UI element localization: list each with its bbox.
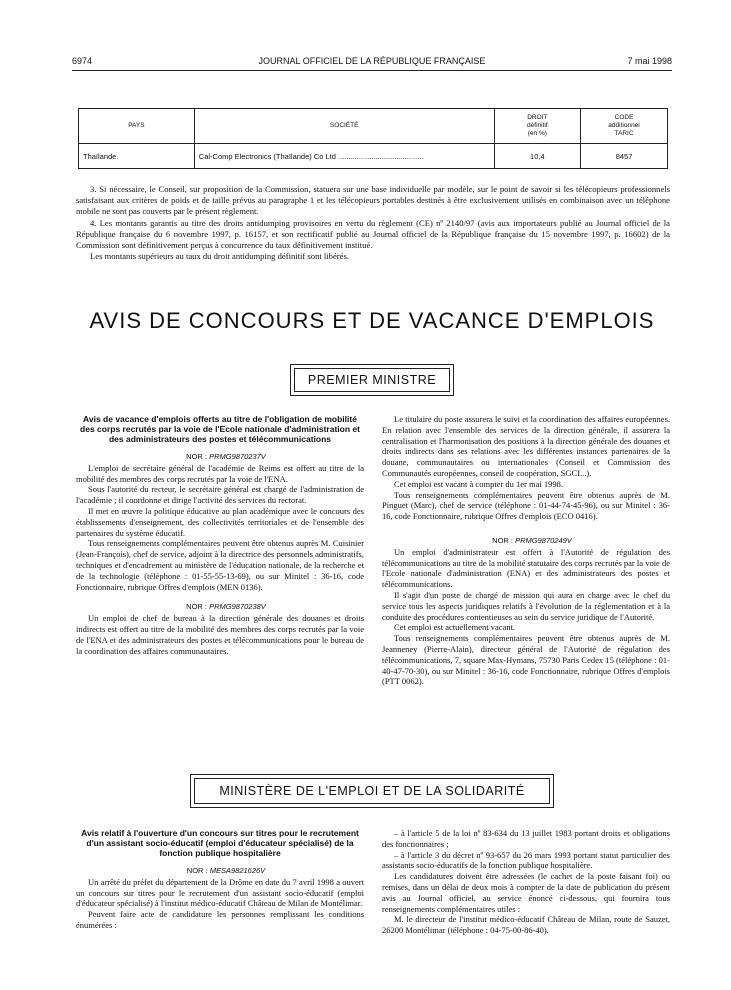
col-pays-header: PAYS xyxy=(79,109,195,144)
body-paragraph: Peuvent faire acte de candidature les personnes remplissant les conditions énumérées : xyxy=(76,909,364,930)
page-number: 6974 xyxy=(72,56,93,66)
nor-reference xyxy=(76,866,364,877)
body-paragraph: Cet emploi est actuellement vacant. xyxy=(394,622,516,633)
nor-label: NOR : xyxy=(186,602,208,612)
intro-paragraph: 3. Si nécessaire, le Conseil, sur proposition de la Commission, statuera sur une base individuelle par modèle, sur le point de savoir si les télécopieurs professionnels satisfaisant aux critères de poids et de taille prévus au paragraphe 1 et les télécopieurs portables destinés à être exclusivement utilisés en combinaison avec un téléphone mobile ne sont pas couverts par le présent règlement. xyxy=(76,184,670,217)
nor-code: PRMG9870237V xyxy=(209,452,266,461)
table-header-row xyxy=(79,109,668,144)
section1-left-column xyxy=(76,414,364,656)
table-row xyxy=(79,144,668,169)
col-societe-header: SOCIÉTÉ xyxy=(194,109,494,144)
header-rule xyxy=(72,70,672,71)
body-paragraph: Tous renseignements complémentaires peuvent être obtenus auprès de M. Pinguet (Marc), chef de service (téléphone : 01-44-74-45-96), ou sur Minitel : 36-16, code Fonctionnaire, rubrique Offres d'emplois (ECO 0416). xyxy=(382,489,670,522)
body-paragraph: L'emploi de secrétaire général de l'académie de Reims est offert au titre de la mobilité des membres des corps recrutés par la voie de l'ENA. xyxy=(76,462,364,484)
intro-paragraph: 4. Les montants garantis au titre des droits antidumping provisoires en vertu du règlement (CE) nº 2140/97 (avis aux importateurs publié au Journal officiel de la République française du 6 novembre 1997, p. 16157, et son rectificatif publié au Journal officiel de la République française du 15 novembre 1997, p. 16602) de la Commission sont définitivement perçus à concurrence du taux définitivement institué. xyxy=(76,217,670,251)
body-paragraph: Sous l'autorité du recteur, le secrétaire général est chargé de l'administration de l'académie ; il coordonne et dirige l'activité des services du rectorat. xyxy=(76,484,364,506)
nor-reference xyxy=(382,536,670,547)
list-item: – à l'article 5 de la loi nº 83-634 du 13 juillet 1983 portant droits et obligations des fonctionnaires ; xyxy=(382,828,670,849)
journal-title: JOURNAL OFFICIEL DE LA RÉPUBLIQUE FRANÇAISE xyxy=(258,56,486,66)
nor-reference xyxy=(76,452,364,463)
nor-label: NOR : xyxy=(186,866,208,875)
body-paragraph: Un emploi de chef de bureau à la direction générale des douanes et droits indirects est offert au titre de la mobilité des membres des corps recrutés par la voie de l'ENA et des administrateurs des postes et télécommunications pour le bureau de la coordination des affaires communautaires. xyxy=(76,613,364,656)
main-title: AVIS DE CONCOURS ET DE VACANCE D'EMPLOIS xyxy=(89,308,655,333)
col-code-header xyxy=(581,109,668,144)
body-paragraph: Un arrêté du préfet du département de la Drôme en date du 7 avril 1998 a ouvert un concours sur titres pour le recrutement d'un assistant socio-éducatif (emploi d'éducateur spécialisé) à l'institut médico-éducatif Château de Milan de Montélimar. xyxy=(76,876,364,909)
nor-code: PRMG9870238V xyxy=(209,602,266,612)
antidumping-table xyxy=(78,108,668,169)
section1-right-column xyxy=(382,414,670,687)
body-paragraph: Cet emploi est vacant à compter du 1er mai 1998. xyxy=(394,478,564,489)
col-code-line3: TARIC xyxy=(614,130,634,137)
cell-pays: Thaïlande. xyxy=(79,144,195,169)
intro-paragraph: Les montants supérieurs au taux du droit antidumping définitif sont libérés. xyxy=(90,251,349,262)
cell-droit: 10,4 xyxy=(494,144,580,169)
section-title: PREMIER MINISTRE xyxy=(294,368,450,392)
body-paragraph: Les candidatures doivent être adressées (le cachet de la poste faisant foi) ou remises, dans un délai de deux mois à compter de la date de publication du présent avis au Journal officiel, au service énoncé ci-dessous, qui fournira tous renseignements complémentaires utiles : xyxy=(382,871,670,914)
col-droit-header xyxy=(494,109,580,144)
article-title: Avis relatif à l'ouverture d'un concours sur titres pour le recrutement d'un assistant socio-éducatif (emploi d'éducateur spécialisé) de la fonction publique hospitalière xyxy=(81,828,359,858)
col-code-line2: additionnel xyxy=(608,122,640,129)
nor-label: NOR : xyxy=(492,535,514,545)
nor-label: NOR : xyxy=(186,452,208,461)
col-droit-line2: définitif xyxy=(527,122,548,129)
intro-text xyxy=(76,184,670,262)
col-code-line1: CODE xyxy=(614,114,634,121)
body-paragraph: Il met en œuvre la politique éducative au plan académique avec le concours des établissements d'enseignement, des collectivités territoriales et de l'ensemble des partenaires du système éducatif. xyxy=(76,505,364,538)
body-paragraph: Tous renseignements complémentaires peuvent être obtenus auprès de M. Jeanneney (Pierre-Alain), directeur général de l'Autorité de régulation des télécommunications, 7, square Max-Hymans, 75730 Paris Cedex 15 (téléphone : 01-40-47-70-30), ou sur Minitel : 36-16, code Fonctionnaire, rubrique Offres d'emplois (PTT 0062). xyxy=(382,633,670,687)
article-title: Avis de vacance d'emplois offerts au titre de l'obligation de mobilité des corps recrutés par la voie de l'Ecole nationale d'administration et des administrateurs des postes et télécommunications xyxy=(80,414,360,444)
section2-left-column xyxy=(76,828,364,931)
section2-right-column xyxy=(382,828,670,936)
section-box-premier-ministre xyxy=(290,364,454,396)
nor-code: PRMG9870249V xyxy=(515,535,572,545)
body-paragraph: Tous renseignements complémentaires peuvent être obtenus auprès M. Cuisinier (Jean-François), chef de service, adjoint à la directrice des personnels administratifs, techniques et d'encadrement au ministère de l'éducation nationale, de la recherche et de la technologie (téléphone : 01-55-55-13-69), ou sur Minitel : 36-16, code Fonctionnaire, rubrique Offres d'emplois (MEN 0136). xyxy=(76,538,364,592)
section-box-ministere-emploi xyxy=(190,774,554,808)
nor-reference xyxy=(76,602,364,613)
issue-date: 7 mai 1998 xyxy=(627,56,672,66)
section-title: MINISTÈRE DE L'EMPLOI ET DE LA SOLIDARITÉ xyxy=(194,778,550,804)
cell-societe: Cal-Comp Electronics (Thaïlande) Co Ltd ......................................... xyxy=(194,144,494,169)
nor-code: MESA9821626V xyxy=(209,866,266,875)
body-paragraph: M. le directeur de l'institut médico-éducatif Château de Milan, route de Sauzet, 26200 Montélimar (téléphone : 04-75-00-86-40). xyxy=(382,914,670,936)
body-paragraph: Il s'agit d'un poste de chargé de mission qui aura en charge avec le chef du service tous les aspects juridiques relatifs à l'évolution de la réglementation et à la conduite des procédures contentieuses au sein du service juridique de l'Autorité. xyxy=(382,589,670,622)
cell-code: 8457 xyxy=(581,144,668,169)
body-paragraph: Le titulaire du poste assurera le suivi et la coordination des affaires européennes. En relation avec l'ensemble des services de la direction générale, il assurera la centralisation et l'harmonisation des positions à la direction générale des douanes et droits indirects dans ses relations avec les différentes instances partenaires de la douane, communautaires ou internationales (Conseil et Commission des Communautés européennes, conseil de coopération, SGCI...). xyxy=(382,414,670,478)
col-droit-line3: (en %) xyxy=(527,130,547,137)
list-item: – à l'article 3 du décret nº 93-657 du 26 mars 1993 portant statut particulier des assistants socio-éducatifs de la fonction publique hospitalière. xyxy=(382,849,670,871)
body-paragraph: Un emploi d'administrateur est offert à l'Autorité de régulation des télécommunications au titre de la mobilité statutaire des corps recrutés par la voie de l'Ecole nationale d'administration (ENA) et des administrateurs des postes et télécommunications. xyxy=(382,546,670,590)
col-droit-line1: DROIT xyxy=(527,114,548,121)
